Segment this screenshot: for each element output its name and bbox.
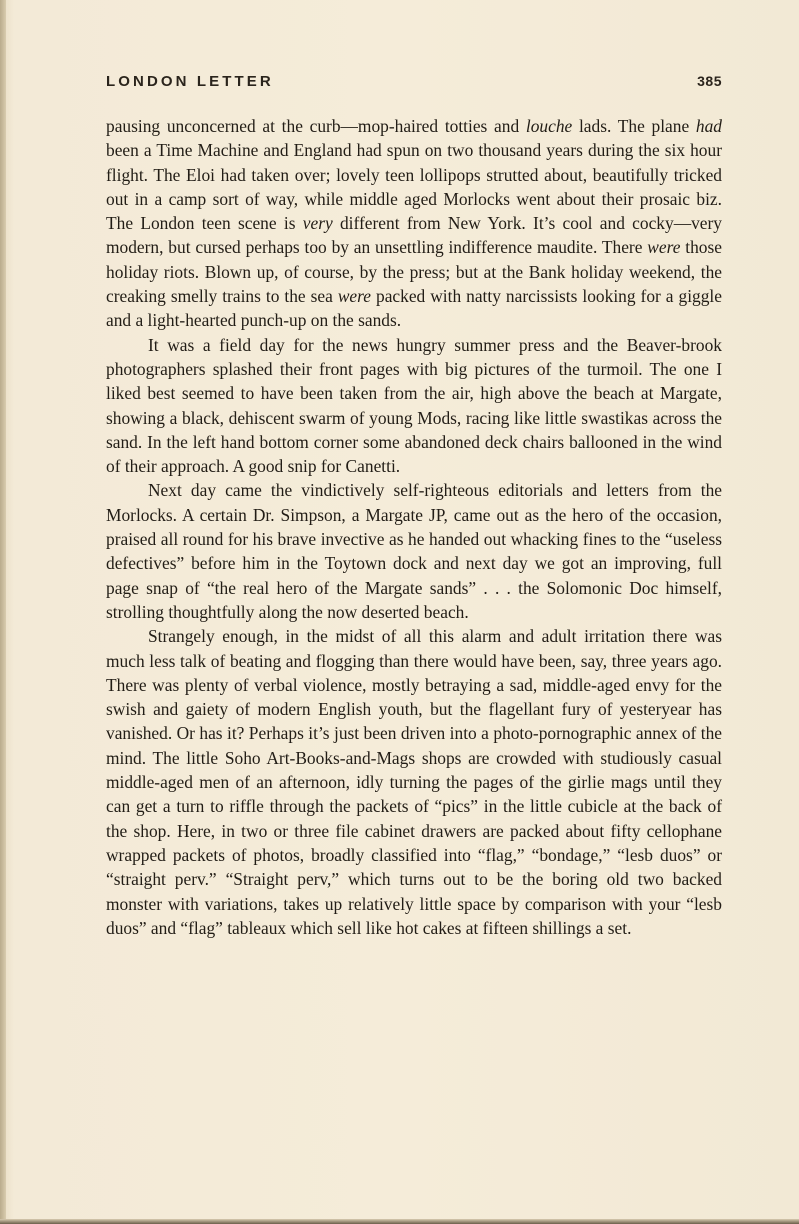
- paragraph: [106, 114, 722, 333]
- running-header: [106, 73, 722, 97]
- text-run: those holiday riots. Blown up, of course, by the press; but at the Bank holiday weekend, the creaking smelly trains to the sea: [106, 237, 722, 307]
- paragraph: [106, 624, 722, 940]
- text-run: It was a field day for the news hungry summer press and the Beaver-brook photographers splashed their front pages with big pictures of the turmoil. The one I liked best seemed to have been taken from the air, high above the beach at Margate, showing a black, dehiscent swarm of young Mods, racing like little swastikas across the sand. In the left hand bottom corner some abandoned deck chairs ballooned in the wind of their approach. A good snip for Canetti.: [106, 334, 722, 477]
- italic-word: had: [695, 116, 722, 136]
- article-body: [106, 114, 722, 940]
- page-spine-edge: [0, 0, 6, 1224]
- text-run: pausing unconcerned at the curb—mop-haired totties and: [106, 116, 526, 136]
- text-run: been a Time Machine and England had spun on two thousand years during the six hour flight. The Eloi had taken over; lovely teen lollipops strutted about, beautifully tricked out in a camp sort of way, while middle aged Morlocks went about their prosaic biz. The London teen scene is: [106, 140, 722, 234]
- running-title: LONDON LETTER: [106, 73, 274, 90]
- italic-word: were: [337, 286, 371, 307]
- page-bottom-edge: [0, 1219, 799, 1224]
- text-run: Next day came the vindictively self-righteous editorials and letters from the Morlocks. A certain Dr. Simpson, a Margate JP, came out as the hero of the occasion, praised all round for his brave invective as he handed out whacking fines to the “useless defectives” before him in the Toytown dock and next day we got an improving, full page snap of “the real hero of the Margate sands” . . . the Solomonic Doc himself, strolling thoughtfully along the now deserted beach.: [106, 480, 722, 622]
- text-run: different from New York. It’s cool and cocky—very modern, but cursed perhaps too by an unsettling indifference maudite. There: [106, 213, 722, 258]
- italic-word: louche: [525, 116, 573, 136]
- italic-word: very: [302, 213, 333, 234]
- paragraph: [106, 333, 722, 479]
- paragraph: [106, 478, 722, 624]
- text-run: Strangely enough, in the midst of all this alarm and adult irritation there was much less talk of beating and flogging than there would have been, say, three years ago. There was plenty of verbal violence, mostly betraying a sad, middle-aged envy for the swish and gaiety of modern English youth, but the flagellant fury of yesteryear has vanished. Or has it? Perhaps it’s just been driven into a photo-pornographic annex of the mind. The little Soho Art-Books-and-Mags shops are crowded with studiously casual middle-aged men of an afternoon, idly turning the pages of the girlie mags until they can get a turn to riffle through the packets of “pics” in the little cubicle at the back of the shop. Here, in two or three file cabinet drawers are packed about fifty cellophane wrapped packets of photos, broadly classified into “flag,” “bondage,” “lesb duos” or “straight perv.” “Straight perv,” which turns out to be the boring old two backed monster with variations, takes up relatively little space by comparison with your “lesb duos” and “flag” tableaux which sell like hot cakes at fifteen shillings a set.: [106, 626, 722, 938]
- text-run: packed with natty narcissists looking for a giggle and a light-hearted punch-up on the sands.: [106, 286, 722, 331]
- text-run: lads. The plane: [572, 116, 696, 136]
- italic-word: were: [647, 237, 681, 258]
- page-number: 385: [697, 73, 722, 89]
